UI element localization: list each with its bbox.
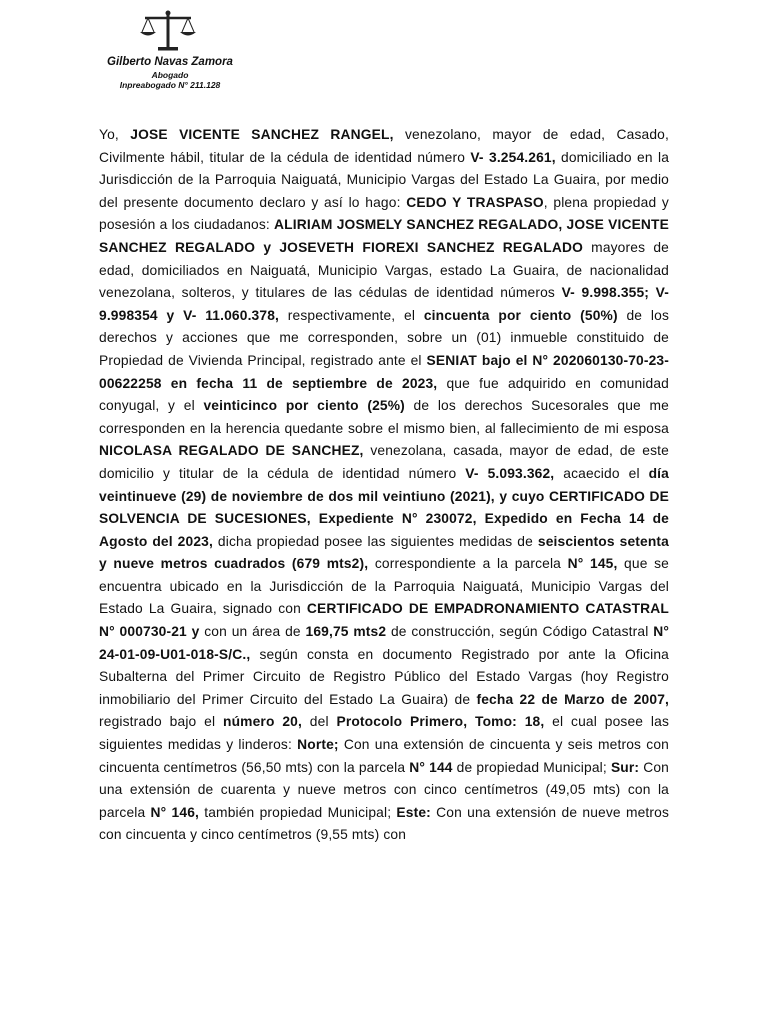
bold-text-segment: V- 5.093.362, — [465, 465, 555, 481]
text-segment: acaecido el — [554, 465, 649, 481]
text-segment: Con una extensión de cincuenta y seis metros con cincuenta centímetros (56,50 mts) con la parcela — [99, 737, 669, 775]
lawyer-name: Gilberto Navas Zamora — [107, 56, 233, 68]
bold-text-segment: Este: — [396, 804, 431, 820]
text-segment: Con una extensión de nueve metros con cincuenta y cinco centímetros (9,55 mts) con — [99, 804, 670, 843]
text-segment: domiciliado en la Jurisdicción de la Parroquia Naiguatá, Municipio Vargas del Estado La Guaira, por medio del presente documento declaro y así lo hago: — [99, 149, 670, 210]
document-body — [99, 124, 669, 847]
text-segment: respectivamente, el — [279, 307, 424, 323]
text-segment: el cual posee las siguientes medidas y linderos: — [99, 714, 670, 753]
bold-text-segment: cincuenta por ciento (50%) — [423, 307, 618, 323]
text-segment: de propiedad Municipal; — [452, 759, 611, 775]
bold-text-segment: V- 9.998.355; V- 9.998354 y V- 11.060.378, — [99, 285, 669, 323]
bold-text-segment: Norte; — [297, 737, 339, 753]
text-segment: , plena propiedad y posesión a los ciudadanos: — [99, 194, 669, 233]
bold-text-segment: NICOLASA REGALADO DE SANCHEZ, — [99, 443, 364, 459]
text-segment: registrado bajo el — [99, 714, 224, 730]
bold-text-segment: seiscientos setenta y nueve metros cuadrados (679 mts2), — [99, 533, 669, 572]
bold-text-segment: JOSE VICENTE SANCHEZ RANGEL, — [130, 127, 394, 142]
bold-text-segment: N° 144 — [409, 759, 453, 775]
bold-text-segment: N° 146, — [150, 804, 200, 820]
bold-text-segment: 169,75 mts2 — [305, 624, 387, 640]
text-segment: de construcción, según Código Catastral — [386, 624, 654, 640]
bold-text-segment: fecha 22 de Marzo de 2007, — [476, 691, 669, 707]
text-segment: de los derechos y acciones que me corresponden, sobre un (01) inmueble constituido de Propiedad de Vivienda Principal, registrado ante el — [99, 307, 669, 368]
text-segment: Yo, — [99, 127, 131, 142]
text-segment: Con una extensión de cuarenta y nueve metros con cinco centímetros (49,05 mts) con la parcela — [99, 759, 669, 820]
lawyer-registration: Inpreabogado N° 211.128 — [119, 80, 221, 90]
text-segment: que fue adquirido en comunidad conyugal, y el — [99, 375, 669, 414]
text-segment: también propiedad Municipal; — [199, 804, 397, 820]
text-segment: del — [301, 714, 337, 730]
text-segment: que se encuentra ubicado en la Jurisdicción de la Parroquia Naiguatá, Municipio Vargas del Estado La Guaira, signado con — [99, 556, 669, 617]
bold-text-segment: V- 3.254.261, — [470, 149, 556, 165]
text-segment: dicha propiedad posee las siguientes medidas de — [212, 533, 538, 549]
text-segment: según consta en documento Registrado por ante la Oficina Subalterna del Primer Circuito de Registro Público del Estado Vargas (hoy Registro inmobiliario del Primer Circuito del Estado La Guaira) de — [99, 646, 669, 707]
bold-text-segment: Protocolo Primero, Tomo: 18, — [336, 714, 545, 730]
text-segment: venezolano, mayor de edad, Casado, Civilmente hábil, titular de la cédula de identidad número — [99, 127, 669, 165]
text-segment: mayores de edad, domiciliados en Naiguatá, Municipio Vargas, estado La Guaira, de nacionalidad venezolana, solteros, y titulares de las cédulas de identidad números — [99, 239, 669, 301]
lawyer-title: Abogado — [151, 70, 189, 80]
bold-text-segment: CEDO Y TRASPASO — [406, 194, 544, 210]
bold-text-segment: día veintinueve (29) de noviembre de dos mil veintiuno (2021), y cuyo CERTIFICADO DE SOLVENCIA DE SUCESIONES, Expediente N° 230072, Expedido en Fecha 14 de Agosto del 2023, — [99, 465, 669, 549]
text-segment: de los derechos Sucesorales que me corresponden en la herencia quedante sobre el mismo bien, al fallecimiento de mi esposa — [99, 398, 669, 436]
text-segment: correspondiente a la parcela — [368, 556, 568, 572]
bold-text-segment: veinticinco por ciento (25%) — [203, 398, 405, 414]
bold-text-segment: Sur: — [610, 759, 640, 775]
bold-text-segment: número 20, — [223, 714, 302, 730]
bold-text-segment: CERTIFICADO DE EMPADRONAMIENTO CATASTRAL N° 000730-21 y — [99, 601, 669, 640]
bold-text-segment: ALIRIAM JOSMELY SANCHEZ REGALADO, JOSE VICENTE SANCHEZ REGALADO y JOSEVETH FIOREXI SANCHEZ REGALADO — [99, 217, 669, 255]
bold-text-segment: N° 24-01-09-U01-018-S/C., — [99, 624, 669, 662]
text-segment: venezolana, casada, mayor de edad, de este domicilio y titular de la cédula de identidad número — [99, 443, 669, 481]
bold-text-segment: SENIAT bajo el N° 202060130-70-23-00622258 en fecha 11 de septiembre de 2023, — [99, 352, 669, 391]
scales-of-justice-icon — [139, 8, 197, 52]
bold-text-segment: N° 145, — [567, 556, 618, 572]
text-segment: con un área de — [199, 624, 306, 640]
